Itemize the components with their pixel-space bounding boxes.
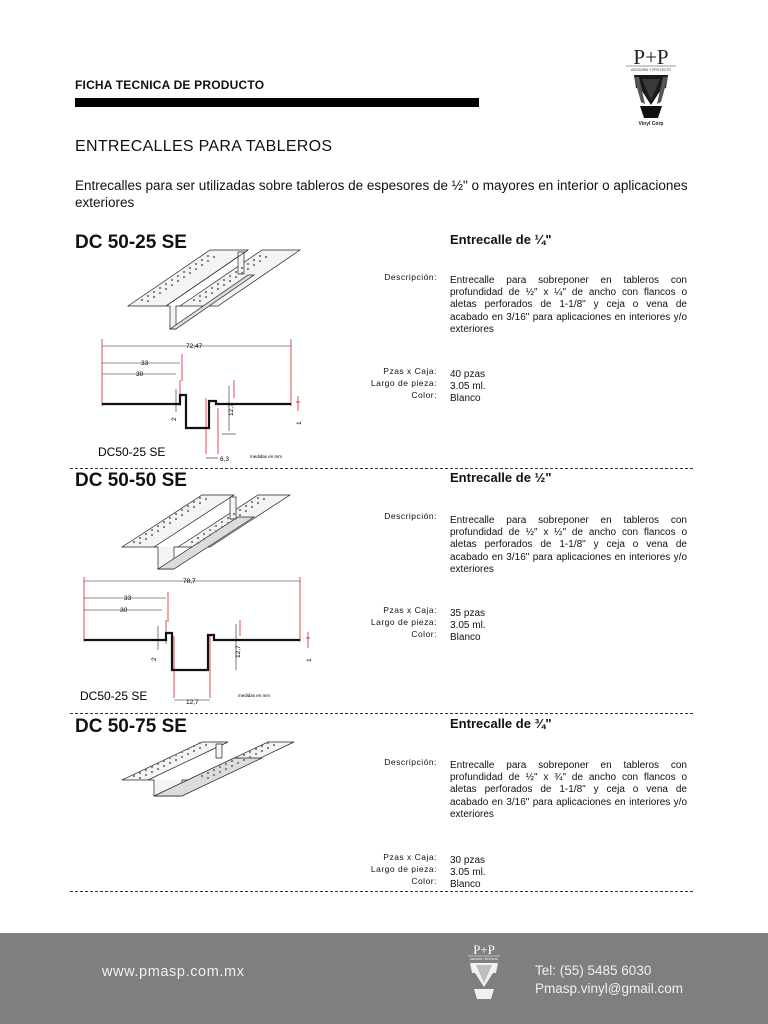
product-code: DC 50-75 SE	[75, 716, 187, 737]
pzas-value: 40 pzas	[450, 369, 486, 380]
profile-label: DC50-25 SE	[80, 689, 148, 703]
spec-values	[450, 369, 486, 406]
dimension-label: 12,7	[228, 403, 235, 416]
dimension-label: 72,47	[186, 343, 203, 350]
product-name: Entrecalle de ½"	[450, 470, 552, 485]
spec-labels	[327, 365, 437, 401]
logo-subtitle: ASESORIA Y PROYECTO	[469, 958, 499, 961]
logo-text: P+P	[633, 45, 669, 69]
profile-isometric-drawing	[118, 244, 336, 338]
dimension-label: 1	[296, 421, 303, 425]
product-name: Entrecalle de ¾"	[450, 716, 552, 731]
spec-values	[450, 608, 486, 645]
intro-text: Entrecalles para ser utilizadas sobre tableros de espesores de ½" o mayores en interior o aplicaciones exteriores	[75, 178, 688, 210]
dimension-label: 12,7	[235, 645, 242, 658]
spec-labels	[327, 851, 437, 887]
pzas-value: 35 pzas	[450, 608, 486, 619]
dimension-label: 12,7	[186, 699, 199, 706]
profile-label: DC50-25 SE	[98, 445, 166, 459]
dimension-label: 1	[306, 658, 313, 662]
profile-isometric-drawing	[118, 734, 330, 806]
product-description: Entrecalle para sobreponer en tableros con profundidad de ½" x ½" de ancho con flancos o aletas perforados de 1-1/8" y ceja o vena de acabado en 3/16" para aplicaciones en interiores y/o exteriores	[450, 515, 687, 575]
divider	[70, 713, 693, 714]
pzas-label: Pzas x Caja:	[383, 852, 437, 862]
pzas-value: 30 pzas	[450, 855, 486, 866]
profile-cross-section-drawing	[78, 574, 318, 708]
header-rule	[75, 98, 479, 107]
website-link[interactable]: www.pmasp.com.mx	[102, 964, 245, 980]
color-label: Color:	[411, 629, 437, 639]
description-label: Descripción:	[384, 511, 437, 521]
pzas-label: Pzas x Caja:	[383, 366, 437, 376]
dimension-label: 6,3	[220, 456, 230, 463]
phone-number[interactable]: Tel: (55) 5485 6030	[535, 963, 652, 978]
dimension-label: 33	[141, 360, 149, 367]
dimension-label: 2	[171, 417, 178, 421]
dimension-label: 30	[120, 607, 128, 614]
color-value: Blanco	[450, 632, 481, 644]
profile-isometric-drawing	[112, 489, 332, 579]
contact-block	[535, 962, 683, 998]
logo-text: P+P	[473, 942, 495, 957]
dimension-label: 78,7	[183, 578, 196, 585]
largo-value: 3.05 ml.	[450, 620, 486, 632]
email-link[interactable]: Pmasp.vinyl@gmail.com	[535, 981, 683, 996]
largo-label: Largo de pieza:	[370, 864, 437, 874]
color-label: Color:	[411, 876, 437, 886]
units-note: medidas en mm	[238, 693, 271, 698]
units-note: medidas en mm	[250, 454, 283, 459]
pzas-label: Pzas x Caja:	[383, 605, 437, 615]
dimension-label: 33	[124, 595, 132, 602]
section-title: ENTRECALLES PARA TABLEROS	[75, 138, 333, 155]
largo-label: Largo de pieza:	[370, 378, 437, 388]
largo-value: 3.05 ml.	[450, 867, 486, 879]
description-label: Descripción:	[384, 757, 437, 767]
color-label: Color:	[411, 390, 437, 400]
logo-brand: Vinyl Corp	[638, 121, 664, 127]
dimension-label: 30	[136, 371, 144, 378]
divider	[70, 891, 693, 892]
product-code: DC 50-50 SE	[75, 470, 187, 491]
product-description: Entrecalle para sobreponer en tableros con profundidad de ½" x ¼" de ancho con flancos o aletas perforados de 1-1/8" y ceja o vena de acabado en 3/16" para aplicaciones en interiores y/o exteriores	[450, 275, 687, 335]
description-label: Descripción:	[384, 272, 437, 282]
product-name: Entrecalle de ¼"	[450, 232, 552, 247]
footer-logo	[462, 941, 506, 1021]
profile-cross-section-drawing	[96, 336, 306, 466]
spec-values	[450, 855, 486, 892]
spec-labels	[327, 604, 437, 640]
dimension-label: 2	[151, 657, 158, 661]
divider	[70, 468, 693, 469]
logo-subtitle: ASESORIA Y PROYECTO	[630, 68, 672, 72]
color-value: Blanco	[450, 393, 481, 405]
product-description: Entrecalle para sobreponer en tableros con profundidad de ½" x ¾" de ancho con flancos o aletas perforados de 1-1/8" y ceja o vena de acabado en 3/16" para aplicaciones en interiores y/o exteriores	[450, 760, 687, 820]
company-logo	[612, 44, 690, 146]
color-value: Blanco	[450, 879, 481, 891]
largo-label: Largo de pieza:	[370, 617, 437, 627]
document-title: FICHA TECNICA DE PRODUCTO	[75, 78, 265, 92]
product-code: DC 50-25 SE	[75, 232, 187, 253]
largo-value: 3.05 ml.	[450, 381, 486, 393]
